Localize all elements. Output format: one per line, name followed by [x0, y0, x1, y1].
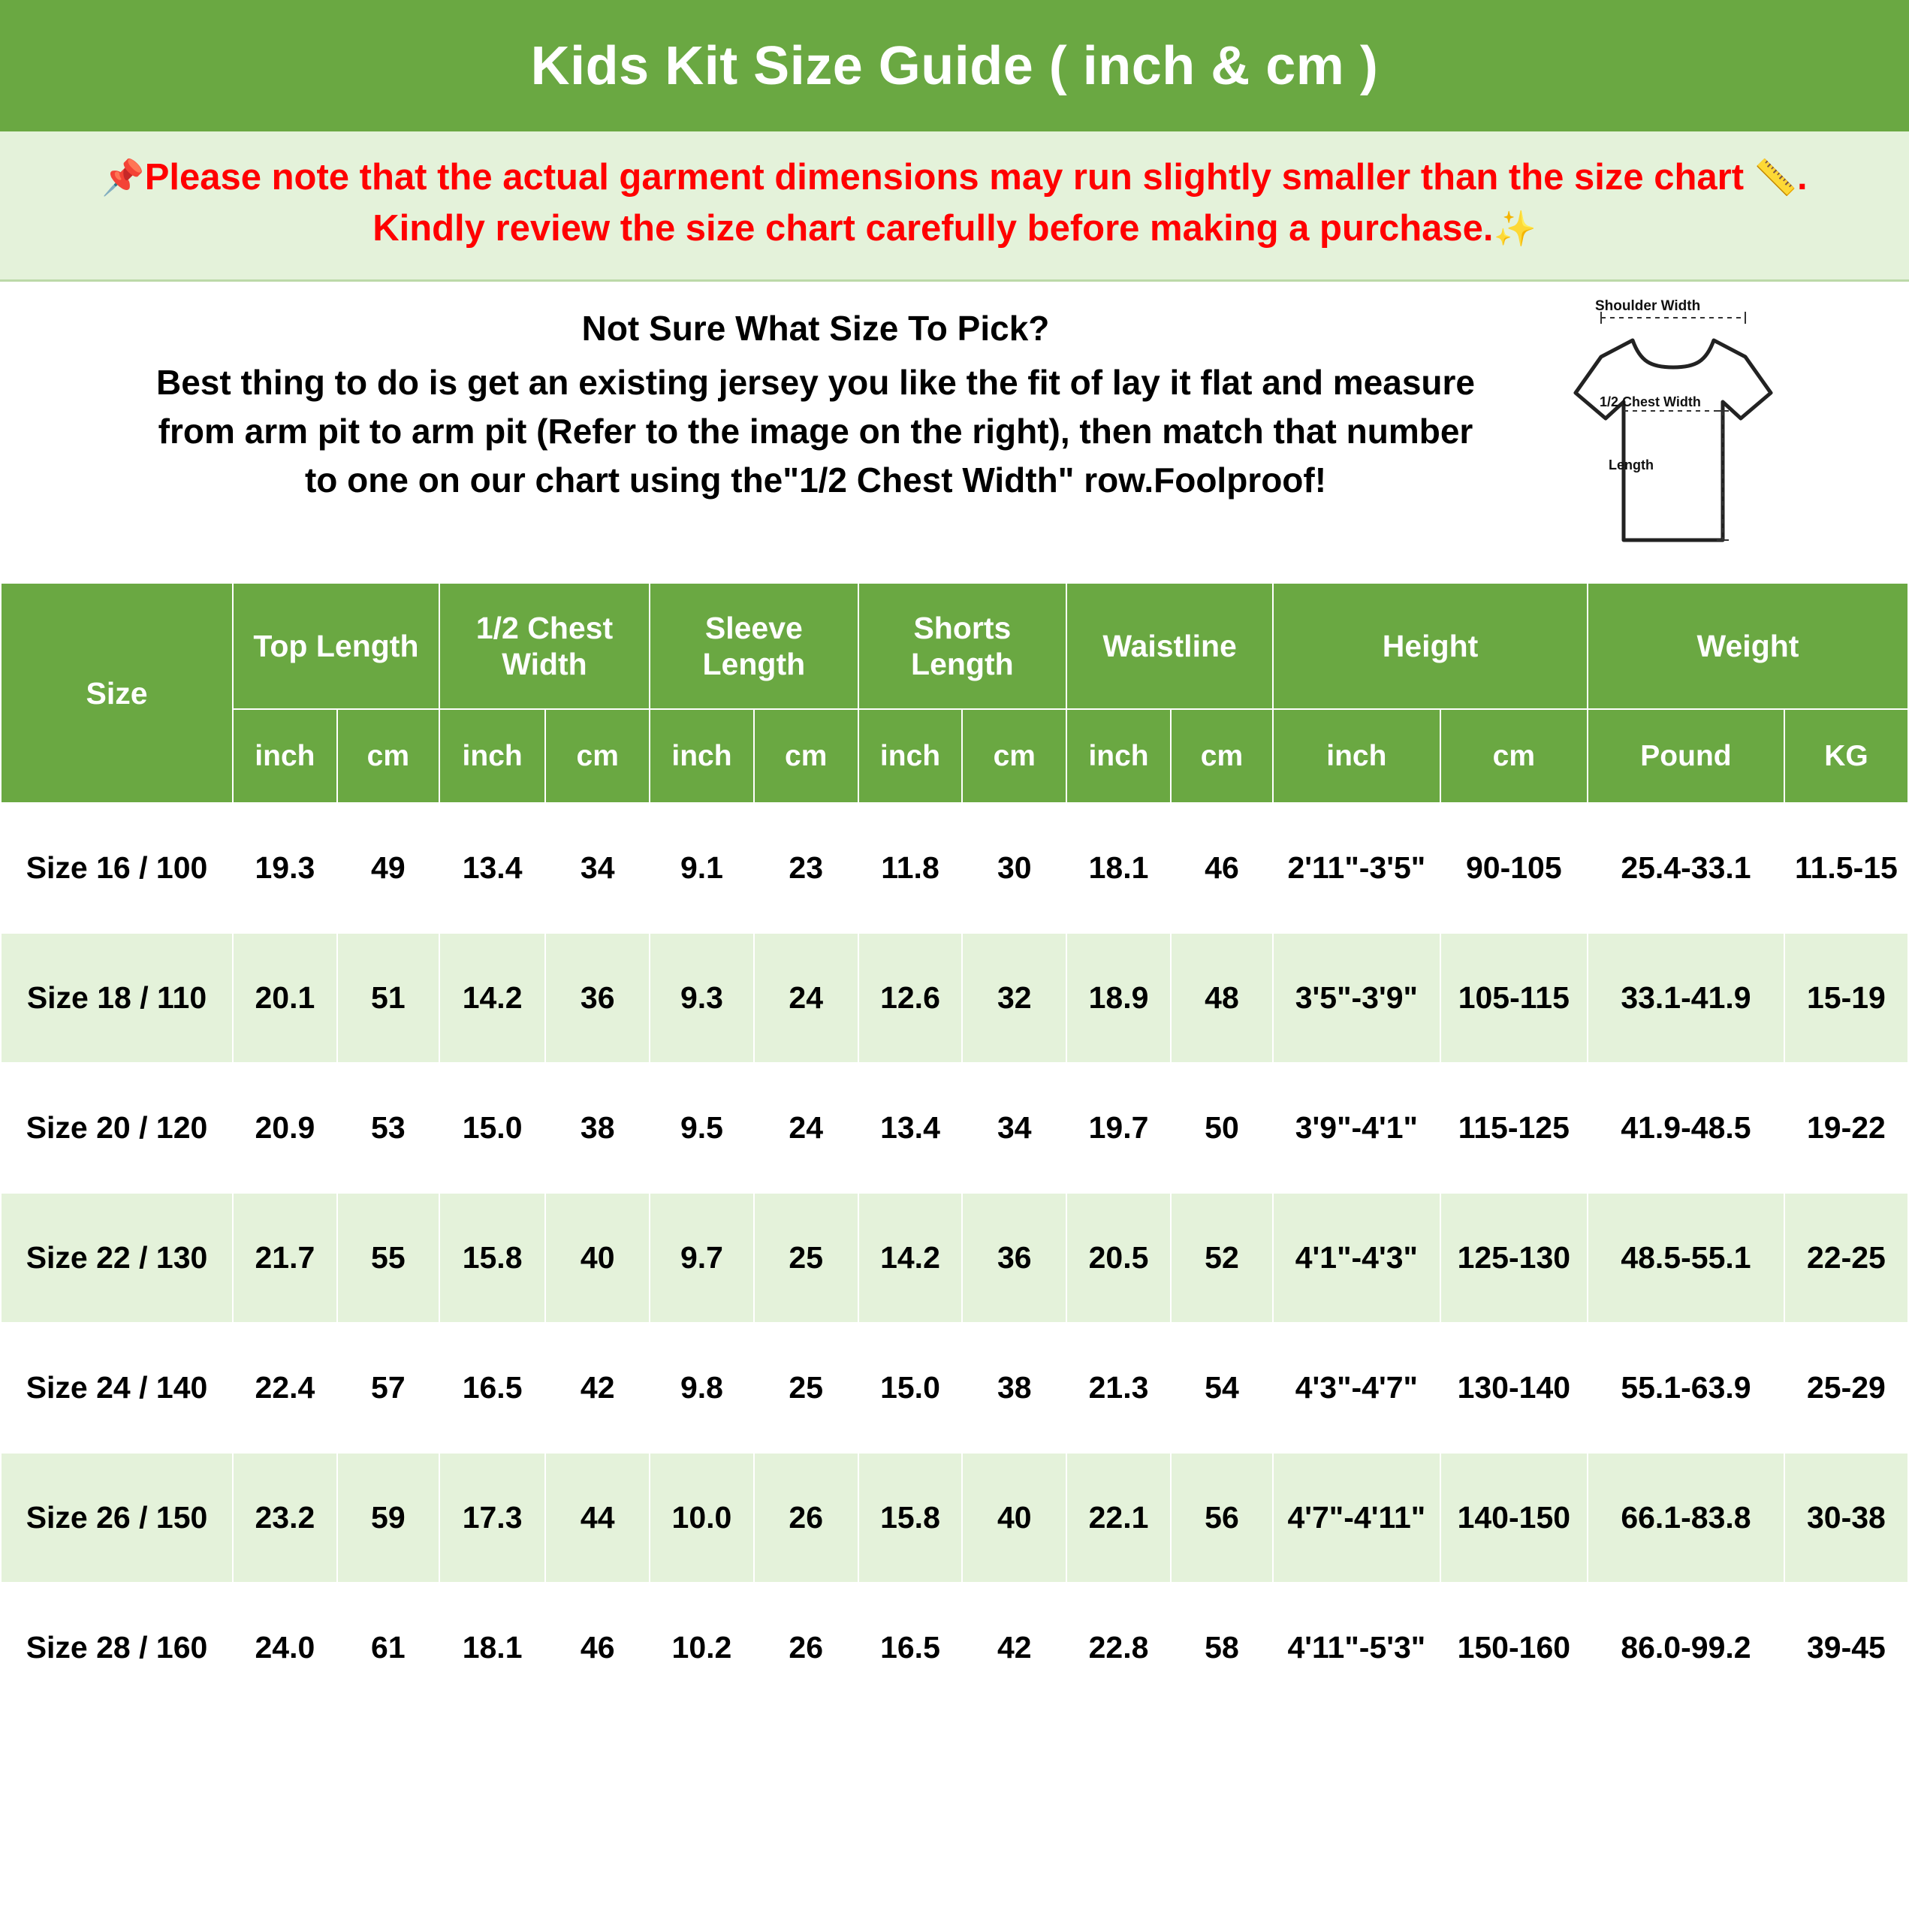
- cell-value: 105-115: [1440, 933, 1588, 1063]
- cell-value: 55: [337, 1193, 439, 1323]
- cell-value: 9.7: [650, 1193, 754, 1323]
- cell-value: 42: [545, 1323, 650, 1453]
- cell-value: 33.1-41.9: [1588, 933, 1784, 1063]
- cell-value: 23.2: [233, 1453, 337, 1583]
- cell-value: 53: [337, 1063, 439, 1193]
- cell-value: 56: [1171, 1453, 1273, 1583]
- table-row: [1, 1063, 1908, 1193]
- cell-value: 9.8: [650, 1323, 754, 1453]
- cell-value: 30: [962, 803, 1066, 933]
- note-line-1: [23, 152, 1886, 204]
- unit-header-cell: Pound: [1588, 709, 1784, 803]
- cell-value: 25-29: [1784, 1323, 1908, 1453]
- header-top-length: Top Length: [233, 583, 439, 709]
- cell-value: 54: [1171, 1323, 1273, 1453]
- cell-value: 25.4-33.1: [1588, 803, 1784, 933]
- cell-size: Size 26 / 150: [1, 1453, 233, 1583]
- unit-header-cell: cm: [754, 709, 858, 803]
- cell-value: 36: [962, 1193, 1066, 1323]
- instructions-headline: Not Sure What Size To Pick?: [581, 309, 1050, 349]
- cell-size: Size 28 / 160: [1, 1583, 233, 1713]
- cell-value: 125-130: [1440, 1193, 1588, 1323]
- cell-value: 39-45: [1784, 1583, 1908, 1713]
- instructions-line-2: from arm pit to arm pit (Refer to the image on the right), then match that number: [158, 411, 1473, 451]
- cell-value: 25: [754, 1193, 858, 1323]
- header-sleeve-length: Sleeve Length: [650, 583, 858, 709]
- cell-value: 16.5: [439, 1323, 545, 1453]
- cell-value: 22.8: [1066, 1583, 1171, 1713]
- cell-value: 38: [545, 1063, 650, 1193]
- cell-value: 52: [1171, 1193, 1273, 1323]
- header-shorts-length: Shorts Length: [858, 583, 1067, 709]
- cell-value: 17.3: [439, 1453, 545, 1583]
- table-body: [1, 803, 1908, 1713]
- header-height: Height: [1273, 583, 1588, 709]
- header-waistline: Waistline: [1066, 583, 1273, 709]
- cell-value: 55.1-63.9: [1588, 1323, 1784, 1453]
- cell-value: 21.3: [1066, 1323, 1171, 1453]
- cell-value: 46: [545, 1583, 650, 1713]
- header-half-chest-width: 1/2 Chest Width: [439, 583, 650, 709]
- unit-header-cell: cm: [545, 709, 650, 803]
- cell-value: 15.0: [858, 1323, 963, 1453]
- cell-value: 9.5: [650, 1063, 754, 1193]
- cell-value: 20.5: [1066, 1193, 1171, 1323]
- cell-value: 18.1: [1066, 803, 1171, 933]
- cell-value: 15.8: [858, 1453, 963, 1583]
- unit-header-cell: cm: [1440, 709, 1588, 803]
- cell-value: 34: [962, 1063, 1066, 1193]
- cell-value: 3'5"-3'9": [1273, 933, 1440, 1063]
- cell-value: 21.7: [233, 1193, 337, 1323]
- cell-value: 13.4: [858, 1063, 963, 1193]
- instructions-line-3: to one on our chart using the"1/2 Chest Width" row.Foolproof!: [304, 460, 1327, 500]
- unit-header-cell: inch: [650, 709, 754, 803]
- cell-value: 59: [337, 1453, 439, 1583]
- cell-value: 34: [545, 803, 650, 933]
- cell-value: 22.1: [1066, 1453, 1171, 1583]
- cell-value: 22.4: [233, 1323, 337, 1453]
- cell-value: 50: [1171, 1063, 1273, 1193]
- table-header: [1, 583, 1908, 803]
- cell-value: 49: [337, 803, 439, 933]
- cell-value: 40: [545, 1193, 650, 1323]
- cell-value: 66.1-83.8: [1588, 1453, 1784, 1583]
- cell-value: 48: [1171, 933, 1273, 1063]
- cell-value: 20.1: [233, 933, 337, 1063]
- cell-value: 18.9: [1066, 933, 1171, 1063]
- cell-value: 44: [545, 1453, 650, 1583]
- cell-value: 24: [754, 1063, 858, 1193]
- cell-value: 51: [337, 933, 439, 1063]
- cell-value: 2'11"-3'5": [1273, 803, 1440, 933]
- group-header-row: [1, 583, 1908, 709]
- cell-value: 90-105: [1440, 803, 1588, 933]
- cell-value: 41.9-48.5: [1588, 1063, 1784, 1193]
- cell-value: 19.3: [233, 803, 337, 933]
- cell-value: 150-160: [1440, 1583, 1588, 1713]
- unit-header-cell: inch: [858, 709, 963, 803]
- cell-value: 115-125: [1440, 1063, 1588, 1193]
- cell-value: 23: [754, 803, 858, 933]
- cell-value: 58: [1171, 1583, 1273, 1713]
- cell-value: 4'11"-5'3": [1273, 1583, 1440, 1713]
- cell-value: 22-25: [1784, 1193, 1908, 1323]
- unit-header-cell: inch: [1066, 709, 1171, 803]
- cell-value: 13.4: [439, 803, 545, 933]
- unit-header-cell: inch: [233, 709, 337, 803]
- cell-value: 9.3: [650, 933, 754, 1063]
- cell-value: 26: [754, 1453, 858, 1583]
- cell-value: 12.6: [858, 933, 963, 1063]
- cell-value: 25: [754, 1323, 858, 1453]
- cell-value: 40: [962, 1453, 1066, 1583]
- cell-value: 3'9"-4'1": [1273, 1063, 1440, 1193]
- cell-value: 57: [337, 1323, 439, 1453]
- cell-value: 61: [337, 1583, 439, 1713]
- size-chart-table: [0, 582, 1909, 1713]
- tshirt-icon: [1549, 298, 1819, 569]
- cell-value: 46: [1171, 803, 1273, 933]
- cell-value: 10.2: [650, 1583, 754, 1713]
- tshirt-diagram: [1549, 298, 1819, 569]
- chest-width-label: 1/2 Chest Width: [1600, 394, 1701, 410]
- cell-size: Size 20 / 120: [1, 1063, 233, 1193]
- unit-header-cell: cm: [962, 709, 1066, 803]
- instructions-line-1: Best thing to do is get an existing jersey you like the fit of lay it flat and measure: [155, 362, 1476, 402]
- unit-header-cell: inch: [1273, 709, 1440, 803]
- cell-value: 10.0: [650, 1453, 754, 1583]
- cell-value: 26: [754, 1583, 858, 1713]
- cell-size: Size 16 / 100: [1, 803, 233, 933]
- pushpin-icon: 📌: [101, 158, 145, 197]
- note-line-2: [23, 204, 1886, 255]
- note-text-1-tail: .: [1796, 157, 1808, 198]
- length-label: Length: [1609, 457, 1654, 473]
- table-row: [1, 803, 1908, 933]
- cell-value: 11.8: [858, 803, 963, 933]
- table-row: [1, 1193, 1908, 1323]
- table-row: [1, 933, 1908, 1063]
- cell-value: 130-140: [1440, 1323, 1588, 1453]
- title-bar: [0, 0, 1909, 131]
- cell-value: 15.0: [439, 1063, 545, 1193]
- warning-note: [0, 131, 1909, 282]
- unit-header-cell: KG: [1784, 709, 1908, 803]
- table-row: [1, 1323, 1908, 1453]
- table-row: [1, 1453, 1908, 1583]
- cell-value: 20.9: [233, 1063, 337, 1193]
- cell-value: 38: [962, 1323, 1066, 1453]
- unit-header-row: [1, 709, 1908, 803]
- unit-header-cell: cm: [337, 709, 439, 803]
- cell-value: 15-19: [1784, 933, 1908, 1063]
- cell-value: 18.1: [439, 1583, 545, 1713]
- cell-value: 24: [754, 933, 858, 1063]
- page-title: Kids Kit Size Guide ( inch & cm ): [530, 35, 1379, 96]
- cell-value: 14.2: [439, 933, 545, 1063]
- cell-value: 9.1: [650, 803, 754, 933]
- cell-value: 24.0: [233, 1583, 337, 1713]
- cell-value: 14.2: [858, 1193, 963, 1323]
- note-text-1: Please note that the actual garment dimensions may run slightly smaller than the size chart: [144, 157, 1745, 198]
- cell-size: Size 18 / 110: [1, 933, 233, 1063]
- cell-value: 32: [962, 933, 1066, 1063]
- cell-value: 140-150: [1440, 1453, 1588, 1583]
- measuring-instructions: [0, 282, 1909, 582]
- cell-value: 86.0-99.2: [1588, 1583, 1784, 1713]
- header-weight: Weight: [1588, 583, 1908, 709]
- cell-value: 15.8: [439, 1193, 545, 1323]
- cell-value: 4'3"-4'7": [1273, 1323, 1440, 1453]
- cell-value: 4'1"-4'3": [1273, 1193, 1440, 1323]
- cell-value: 36: [545, 933, 650, 1063]
- cell-value: 30-38: [1784, 1453, 1908, 1583]
- note-text-2: Kindly review the size chart carefully before making a purchase.: [372, 207, 1494, 249]
- cell-value: 42: [962, 1583, 1066, 1713]
- unit-header-cell: inch: [439, 709, 545, 803]
- ruler-icon: 📏: [1754, 158, 1797, 197]
- cell-value: 48.5-55.1: [1588, 1193, 1784, 1323]
- table-row: [1, 1583, 1908, 1713]
- cell-value: 19.7: [1066, 1063, 1171, 1193]
- unit-header-cell: cm: [1171, 709, 1273, 803]
- cell-value: 11.5-15: [1784, 803, 1908, 933]
- cell-size: Size 22 / 130: [1, 1193, 233, 1323]
- sparkle-icon: ✨: [1493, 208, 1537, 248]
- cell-value: 4'7"-4'11": [1273, 1453, 1440, 1583]
- cell-value: 19-22: [1784, 1063, 1908, 1193]
- header-size: Size: [1, 583, 233, 803]
- shoulder-width-label: Shoulder Width: [1595, 298, 1701, 315]
- cell-size: Size 24 / 140: [1, 1323, 233, 1453]
- cell-value: 16.5: [858, 1583, 963, 1713]
